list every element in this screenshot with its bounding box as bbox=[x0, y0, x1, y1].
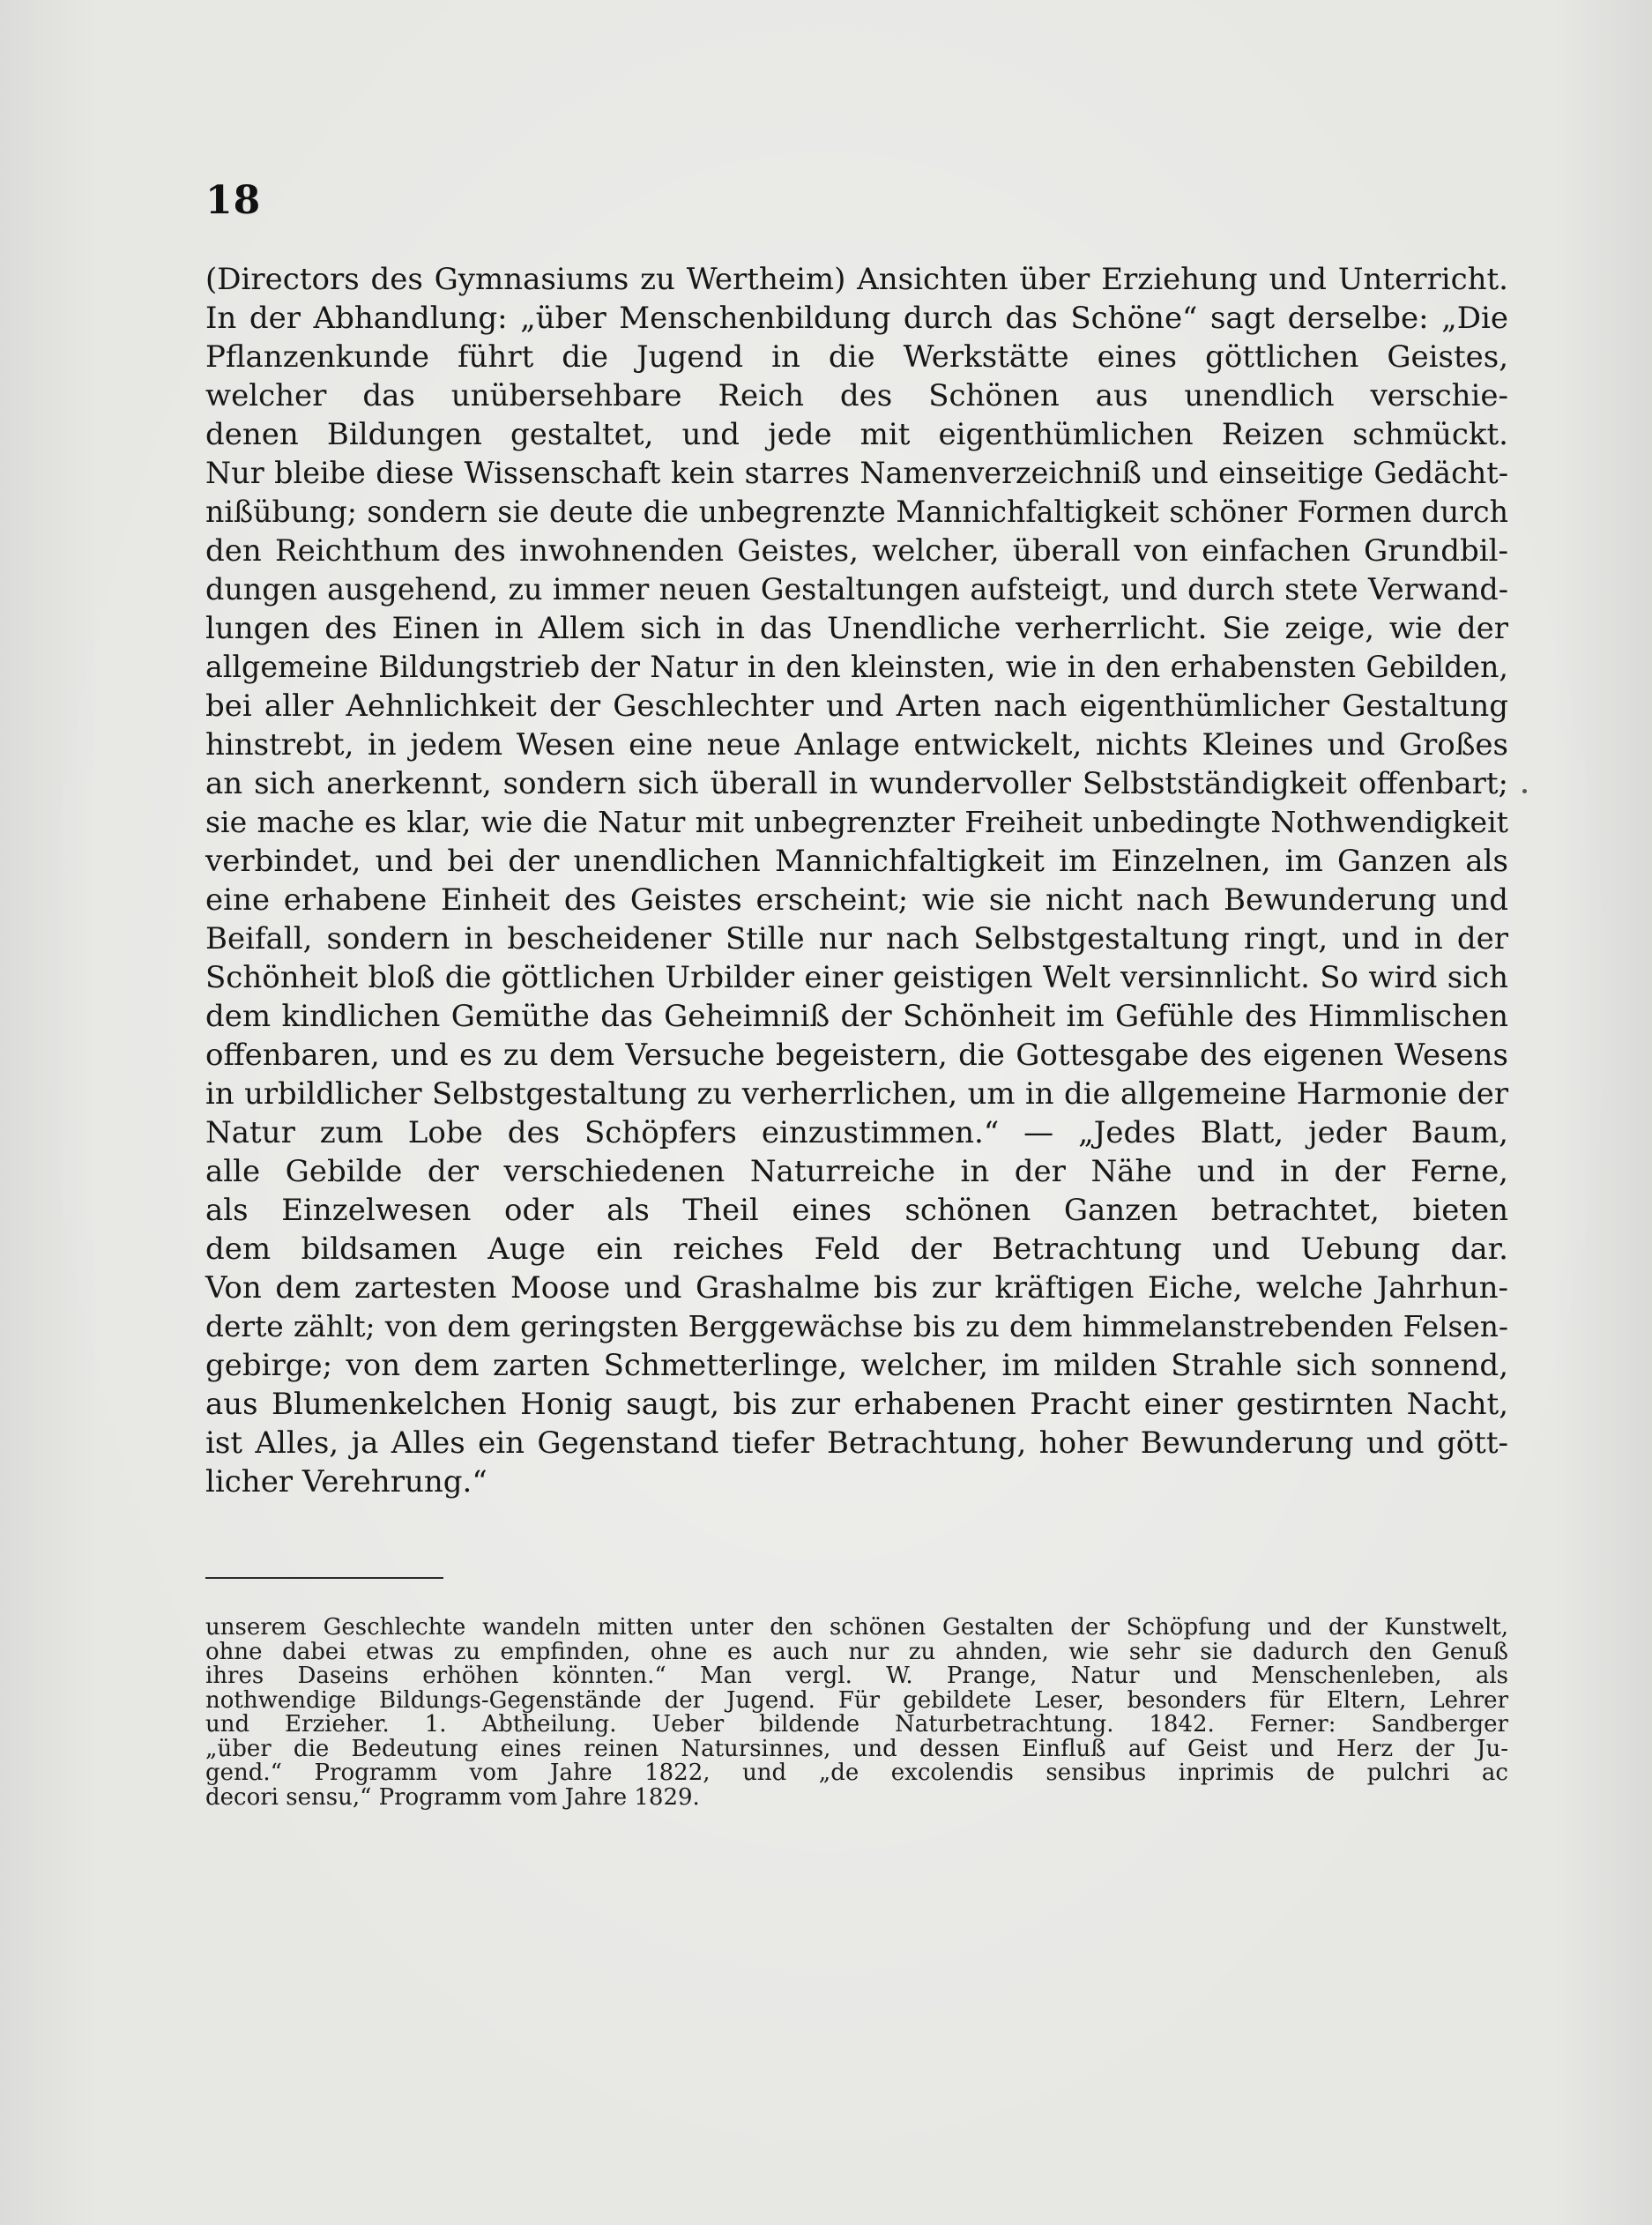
text-line: Beifall, sondern in bescheidener Stille nur nach Selbstgestaltung ringt, und in der bbox=[205, 921, 1508, 956]
text-line: Pflanzenkunde führt die Jugend in die Werkstätte eines göttlichen Geistes, bbox=[205, 339, 1508, 375]
text-line: denen Bildungen gestaltet, und jede mit eigenthümlichen Reizen schmückt. bbox=[205, 417, 1508, 452]
text-line: an sich anerkennt, sondern sich überall in wundervoller Selbstständigkeit offenbart; bbox=[205, 766, 1508, 801]
footnote-line: unserem Geschlechte wandeln mitten unter den schönen Gestalten der Schöpfung und der Kunstwelt, bbox=[205, 1614, 1508, 1641]
text-line: ist Alles, ja Alles ein Gegenstand tiefer Betrachtung, hoher Bewunderung und gött- bbox=[205, 1425, 1508, 1461]
text-line: (Directors des Gymnasiums zu Wertheim) Ansichten über Erziehung und Unterricht. bbox=[205, 262, 1508, 297]
footnote-line: „über die Bedeutung eines reinen Natursinnes, und dessen Einfluß auf Geist und Herz der Ju- bbox=[205, 1735, 1508, 1762]
text-line: verbindet, und bei der unendlichen Mannichfaltigkeit im Einzelnen, im Ganzen als bbox=[205, 844, 1508, 879]
text-line: offenbaren, und es zu dem Versuche begeistern, die Gottesgabe des eigenen Wesens bbox=[205, 1038, 1508, 1073]
text-line: in urbildlicher Selbstgestaltung zu verherrlichen, um in die allgemeine Harmonie der bbox=[205, 1076, 1508, 1111]
text-line: Nur bleibe diese Wissenschaft kein starres Namenverzeichniß und einseitige Gedächt- bbox=[205, 456, 1508, 490]
text-line: licher Verehrung.“ bbox=[205, 1464, 487, 1499]
text-line: gebirge; von dem zarten Schmetterlinge, welcher, im milden Strahle sich sonnend, bbox=[205, 1348, 1508, 1383]
text-line: dem kindlichen Gemüthe das Geheimniß der Schönheit im Gefühle des Himmlischen bbox=[205, 999, 1508, 1034]
text-line: eine erhabene Einheit des Geistes erscheint; wie sie nicht nach Bewunderung und bbox=[205, 882, 1508, 918]
text-line: hinstrebt, in jedem Wesen eine neue Anlage entwickelt, nichts Kleines und Großes bbox=[205, 727, 1508, 763]
text-line: sie mache es klar, wie die Natur mit unbegrenzter Freiheit unbedingte Nothwendigkeit bbox=[205, 805, 1508, 839]
text-line: aus Blumenkelchen Honig saugt, bis zur erhabenen Pracht einer gestirnten Nacht, bbox=[205, 1387, 1508, 1422]
footnote-line: ohne dabei etwas zu empfinden, ohne es auch nur zu ahnden, wie sehr sie dadurch den Genuß bbox=[205, 1638, 1508, 1665]
text-line: welcher das unübersehbare Reich des Schönen aus unendlich verschie- bbox=[205, 378, 1508, 413]
text-line: bei aller Aehnlichkeit der Geschlechter und Arten nach eigenthümlicher Gestaltung bbox=[205, 688, 1508, 724]
footnote-line: decori sensu,“ Programm vom Jahre 1829. bbox=[205, 1783, 700, 1811]
text-line: derte zählt; von dem geringsten Berggewächse bis zu dem himmelanstrebenden Felsen- bbox=[205, 1310, 1508, 1343]
footnote-line: ihres Daseins erhöhen könnten.“ Man vergl. W. Prange, Natur und Menschenleben, als bbox=[205, 1663, 1508, 1689]
footnote-divider bbox=[205, 1577, 443, 1579]
text-line: Natur zum Lobe des Schöpfers einzustimmen.“ — „Jedes Blatt, jeder Baum, bbox=[205, 1115, 1508, 1150]
main-text-block bbox=[205, 260, 1508, 1501]
text-line: dungen ausgehend, zu immer neuen Gestaltungen aufsteigt, und durch stete Verwand- bbox=[205, 572, 1508, 606]
page-number: 18 bbox=[205, 178, 262, 223]
text-line: lungen des Einen in Allem sich in das Unendliche verherrlicht. Sie zeige, wie der bbox=[205, 611, 1508, 646]
text-line: als Einzelwesen oder als Theil eines schönen Ganzen betrachtet, bieten bbox=[205, 1193, 1508, 1228]
footnote-block bbox=[205, 1616, 1508, 1810]
footnote-line: und Erzieher. 1. Abtheilung. Ueber bildende Naturbetrachtung. 1842. Ferner: Sandberger bbox=[205, 1711, 1508, 1738]
margin-speck bbox=[1522, 789, 1527, 793]
text-line: In der Abhandlung: „über Menschenbildung durch das Schöne“ sagt derselbe: „Die bbox=[205, 301, 1508, 336]
footnote-line: gend.“ Programm vom Jahre 1822, und „de excolendis sensibus inprimis de pulchri ac bbox=[205, 1760, 1508, 1786]
text-line: Von dem zartesten Moose und Grashalme bis zur kräftigen Eiche, welche Jahrhun- bbox=[205, 1270, 1508, 1306]
text-line: allgemeine Bildungstrieb der Natur in den kleinsten, wie in den erhabensten Gebilden, bbox=[205, 650, 1508, 684]
text-line: Schönheit bloß die göttlichen Urbilder einer geistigen Welt versinnlicht. So wird sich bbox=[205, 960, 1508, 995]
text-line: dem bildsamen Auge ein reiches Feld der Betrachtung und Uebung dar. bbox=[205, 1232, 1508, 1267]
text-line: nißübung; sondern sie deute die unbegrenzte Mannichfaltigkeit schöner Formen durch bbox=[205, 495, 1508, 529]
footnote-line: nothwendige Bildungs-Gegenstände der Jugend. Für gebildete Leser, besonders für Eltern, Lehrer bbox=[205, 1686, 1508, 1714]
text-line: den Reichthum des inwohnenden Geistes, welcher, überall von einfachen Grundbil- bbox=[205, 533, 1508, 569]
text-line: alle Gebilde der verschiedenen Naturreiche in der Nähe und in der Ferne, bbox=[205, 1154, 1508, 1189]
